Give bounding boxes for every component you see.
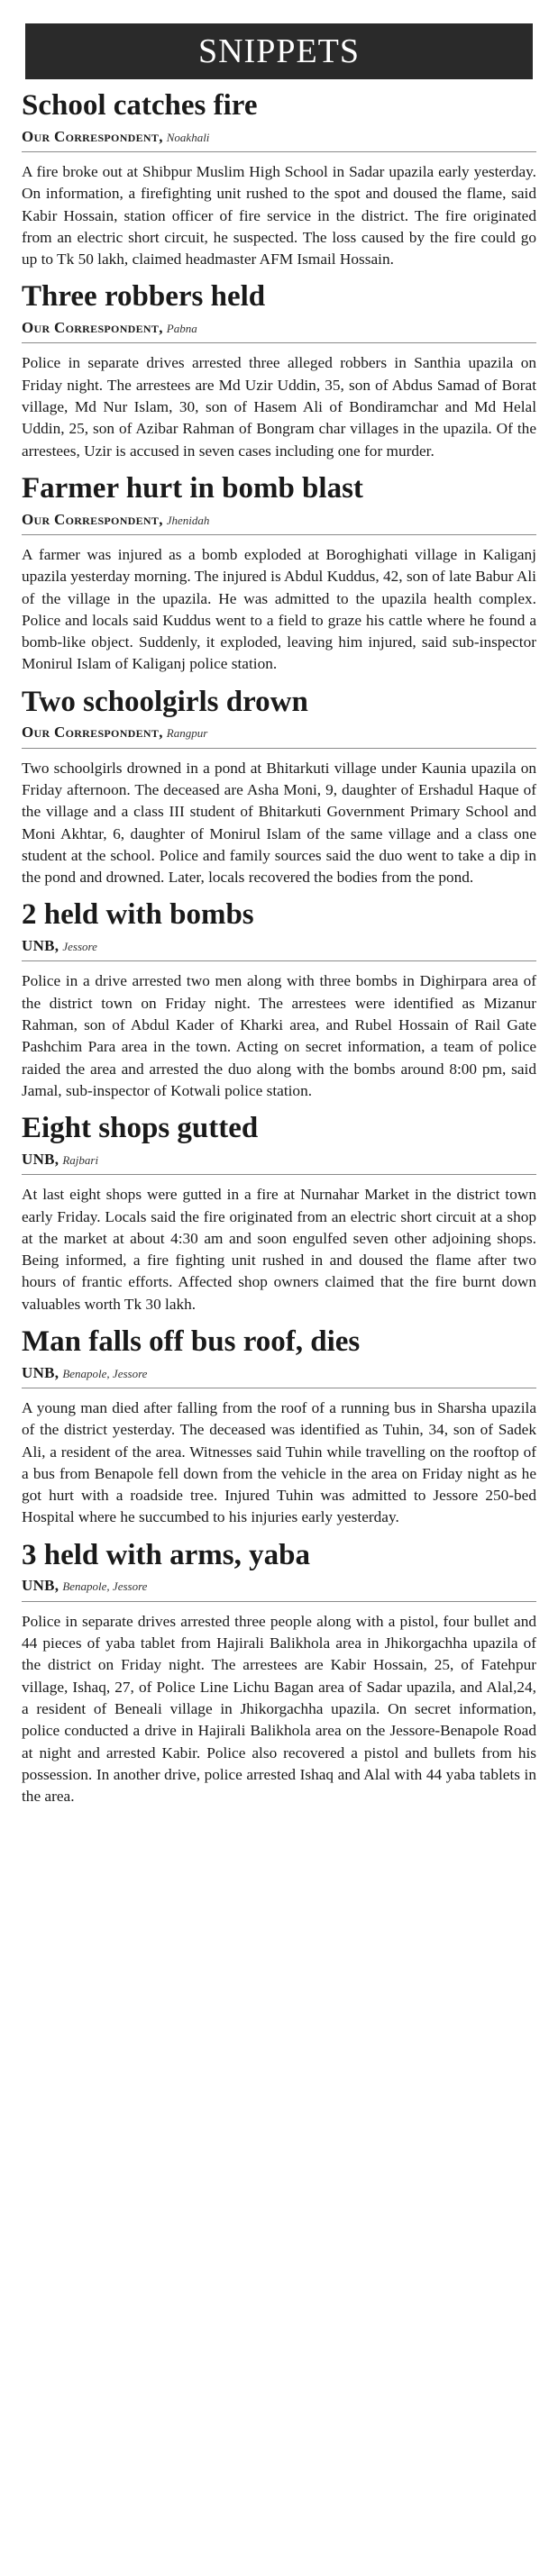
story-body: A farmer was injured as a bomb exploded at Boroghighati village in Kaliganj upazila yesterday morning. The injured is Abdul Kuddus, 42, son of late Babur Ali of the village in the upazila. He was admitted to the upazila health complex. Police and locals said Kuddus went to a field to graze his cattle where he found a bomb-like object. Suddenly, it exploded, leaving him injured, said sub-inspector Monirul Islam of Kaliganj police station. (22, 545, 536, 673)
story-body: Two schoolgirls drowned in a pond at Bhitarkuti village under Kaunia upazila on Friday afternoon. The deceased are Asha Moni, 9, daughter of Ershadul Haque of the village and a class III student of Bhitarkuti Government Primary School and Moni Akhtar, 6, daughter of Monirul Islam of the same village and a class one student at the school. Police and family sources said the duo went to take a dip in the pond and drowned. Later, locals recovered the bodies from the pond. (22, 759, 536, 887)
byline-rule (22, 1601, 536, 1602)
byline-location: Benapole, Jessore (62, 1366, 148, 1380)
byline-location: Noakhali (166, 130, 210, 144)
story (18, 1111, 540, 1315)
story-headline: Man falls off bus roof, dies (22, 1325, 361, 1358)
story (18, 471, 540, 676)
byline-rule (22, 960, 536, 961)
byline-source: Our Correspondent, (22, 510, 163, 528)
story-byline (22, 1577, 536, 1595)
byline-source: UNB, (22, 1363, 59, 1381)
story-body: A young man died after falling from the roof of a running bus in Sharsha upazila of the district yesterday. The deceased was identified as Tuhin, 34, son of Sadek Ali, a resident of the area. Witnesses said Tuhin while travelling on the rooftop of a bus from Benapole fell down from the vehicle in the area on Friday night as he got hurt with a roadside tree. Injured Tuhin was admitted to Jessore 250-bed Hospital where he succumbed to his injuries early yesterday. (22, 1398, 536, 1526)
byline-source: Our Correspondent, (22, 319, 163, 337)
story-headline: Farmer hurt in bomb blast (22, 471, 363, 505)
story-body: A fire broke out at Shibpur Muslim High School in Sadar upazila early yesterday. On information, a firefighting unit rushed to the spot and doused the flame, said Kabir Hossain, station officer of fire service in the district. The fire originated from an electric short circuit, he suspected. The loss caused by the fire could go up to Tk 50 lakh, claimed headmaster AFM Ismail Hossain. (22, 162, 536, 269)
byline-rule (22, 534, 536, 535)
story-headline: 3 held with arms, yaba (22, 1538, 310, 1571)
story-headline: 2 held with bombs (22, 898, 254, 932)
story-byline (22, 724, 536, 742)
byline-rule (22, 151, 536, 152)
story-body: Police in separate drives arrested three people along with a pistol, four bullet and 44 pieces of yaba tablet from Hajirali Balikhola area in Jhikorgachha upazila of the district on Friday night. The arrestees are Kabir Hossain, 25, of Fatehpur village, Ishaq, 27, of Police Line Lichu Bagan area of Sadar upazila, and Alal,24, a resident of Beneali village in Jhikorgachha upazila. On secret information, police conducted a drive in Hajirali Balikhola area on the Jessore-Benapole Road at night and arrested Kabir. Police also recovered a pistol and bullets from his possession. In another drive, police arrested Ishaq and Alal with 44 yaba tablets in the area. (22, 1612, 536, 1806)
story (18, 685, 540, 889)
byline-rule (22, 1174, 536, 1175)
byline-location: Jhenidah (166, 513, 210, 527)
byline-location: Jessore (62, 940, 97, 954)
story-headline: Three robbers held (22, 280, 266, 314)
byline-source: UNB, (22, 937, 59, 955)
byline-location: Rajbari (62, 1152, 99, 1167)
story-byline (22, 1151, 536, 1169)
story-byline (22, 1364, 536, 1382)
story (18, 1538, 540, 1808)
story-headline: Eight shops gutted (22, 1112, 259, 1145)
byline-location: Pabna (166, 322, 197, 336)
byline-rule (22, 342, 536, 343)
story-byline (22, 319, 536, 337)
story-byline (22, 937, 536, 955)
story-body: Police in a drive arrested two men along with three bombs in Dighirpara area of the district town on Friday night. The arrestees were identified as Mizanur Rahman, son of Abdul Kader of Kharki area, and Rubel Hossain of Rail Gate Pashchim Para area in the town. Acting on secret information, a team of police raided the area and arrested the duo along with the bombs around 8:00 pm, said Jamal, sub-inspector of Kotwali police station. (22, 972, 536, 1099)
byline-source: Our Correspondent, (22, 127, 163, 145)
story-body: Police in separate drives arrested three alleged robbers in Santhia upazila on Friday night. The arrestees are Md Uzir Uddin, 35, son of Abdus Samad of Borat village, Md Nur Islam, 30, son of Hasem Ali of Bondiramchar and Md Helal Uddin, 25, son of Azibar Rahman of Bongram char villages in the upazila. Of the arrestees, Uzir is accused in seven cases including one for murder. (22, 354, 536, 460)
story-headline: School catches fire (22, 89, 258, 122)
section-title: SNIPPETS (25, 23, 533, 79)
byline-source: UNB, (22, 1150, 59, 1168)
story (18, 1324, 540, 1529)
story-body: At last eight shops were gutted in a fire at Nurnahar Market in the district town early Friday. Locals said the fire originated from an electric short circuit at a shop at the market at about 4:30 am and soon engulfed seven other adjoining shops. Being informed, a fire fighting unit rushed in and doused the flame after two hours of frantic efforts. Affected shop owners claimed that the fire burnt down valuables worth Tk 30 lakh. (22, 1186, 536, 1313)
byline-source: Our Correspondent, (22, 724, 163, 742)
story (18, 279, 540, 461)
byline-source: UNB, (22, 1577, 59, 1595)
story-headline: Two schoolgirls drown (22, 685, 308, 718)
byline-location: Rangpur (166, 726, 208, 741)
story (18, 897, 540, 1102)
byline-rule (22, 748, 536, 749)
story (18, 88, 540, 270)
story-byline (22, 128, 536, 146)
story-byline (22, 511, 536, 529)
byline-location: Benapole, Jessore (62, 1579, 148, 1594)
